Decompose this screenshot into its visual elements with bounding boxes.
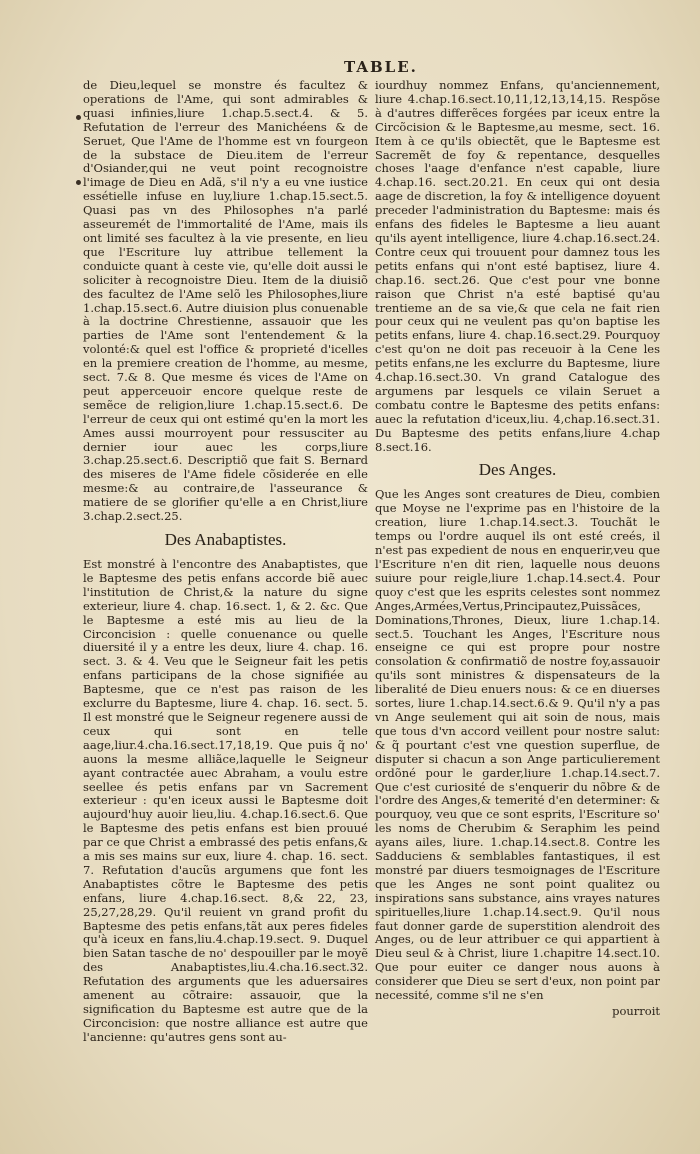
left-entry-anabaptistes: Est monstré à l'encontre des Anabaptistes, que le Baptesme des petis enfans accorde biẽ auec l'institution de Christ,& la nature du signe exterieur, liure 4. chap. 16.sect. 1, & 2. &c. Que le Baptesme a esté mis au lieu de la Circoncision : quelle conuenance ou quelle diuersité il y a entre les deux, liure 4. chap. 16. sect. 3. & 4. Veu que le Seigneur fait les petis enfans participans de la chose signifiée au Baptesme, que ce n'est pas raison de les exclurre du Baptesme, liure 4. chap. 16. sect. 5. Il est monstré que le Seigneur regenere aussi de ceux qui sont en telle aage,liur.4.cha.16.sect.17,18,19. Que puis q̃ no' auons la mesme alliãce,laquelle le Seigneur ayant contractée auec Abraham, a voulu estre seellee és petis enfans par vn Sacrement exterieur : qu'en iceux aussi le Baptesme doit aujourd'huy auoir lieu,liu. 4.chap.16.sect.6. Que le Baptesme des petis enfans est bien prouué par ce que Christ a embrassé des petis enfans,& a mis ses mains sur eux, liure 4. chap. 16. sect. 7. Refutation d'aucũs argumens que font les Anabaptistes cõtre le Baptesme des petis enfans, liure 4.chap.16.sect. 8,& 22, 23, 25,27,28,29. Qu'il reuient vn grand profit du Baptesme des petis enfans,tãt aux peres fideles qu'à iceux en fans,liu.4.chap.19.sect. 9. Duquel bien Satan tasche de no' despouiller par le moyẽ des Anabaptistes,liu.4.cha.16.sect.32. Refutation des arguments que les aduersaires amenent au cõtraire: assauoir, que la signification du Baptesme est autre que de la Circoncision: que nostre alliance est autre que l'ancienne: qu'autres gens sont au- <box>83 557 368 1044</box>
running-title: TABLE. <box>344 58 418 76</box>
right-column <box>375 79 660 1019</box>
right-entry-anabaptistes-cont: iourdhuy nommez Enfans, qu'anciennement, liure 4.chap.16.sect.10,11,12,13,14,15. Respõse à d'autres differẽces forgées par iceux entre la Circõcision & le Baptesme,au mesme, sect. 16. Item à ce qu'ils obiectẽt, que le Baptesme est Sacremẽt de foy & repentance, desquelles choses l'aage d'enfance n'est capable, liure 4.chap.16. sect.20.21. En ceux qui ont desia aage de discretion, la foy & intelligence doyuent preceder l'administration du Baptesme: mais és enfans des fideles le Baptesme a lieu auant qu'ils ayent intelligence, liure 4.chap.16.sect.24. Contre ceux qui trouuent pour damnez tous les petits enfans qui n'ont esté baptisez, liure 4. chap.16. sect.26. Que c'est pour vne bonne raison que Christ n'a esté baptisé qu'au trentieme an de sa vie,& que cela ne fait rien pour ceux qui ne veulent pas qu'on baptise les petits enfans, liure 4. chap.16.sect.29. Pourquoy c'est qu'on ne doit pas receuoir à la Cene les petits enfans,ne les exclurre du Baptesme, liure 4.chap.16.sect.30. Vn grand Catalogue des argumens par lesquels ce vilain Seruet a combatu contre le Baptesme des petits enfans: auec la refutation d'iceux,liu. 4,chap.16.sect.31. Du Baptesme des petits enfans,liure 4.chap 8.sect.16. <box>375 78 660 454</box>
margin-mark <box>76 115 81 120</box>
margin-mark <box>76 180 81 185</box>
heading-anges: Des Anges. <box>478 460 557 480</box>
catchword: pourroit <box>612 1004 660 1018</box>
left-column <box>83 79 368 1045</box>
heading-anabaptistes: Des Anabaptistes. <box>164 530 287 549</box>
left-entry-ame: de Dieu,lequel se monstre és facultez & operations de l'Ame, qui sont admirables & quasi infinies,liure 1.chap.5.sect.4. & 5. Refutation de l'erreur des Manichéens & de Seruet, Que l'Ame de l'homme est vn fourgeon de la substace de Dieu.item de l'erreur d'Osiander,qui ne veut point recognoistre l'image de Dieu en Adã, s'il n'y a eu vne iustice essétielle infuse en luy,liure 1.chap.15.sect.5. Quasi pas vn des Philosophes n'a parlé asseuremét de l'immortalité de l'Ame, mais ils ont limité ses facultez à la vie presente, en lieu que l'Escriture luy attribue tellement la conduicte quant à ceste vie, qu'elle doit aussi le soliciter à recognoistre Dieu. Item de la diuisiõ des facultez de l'Ame selõ les Philosophes,liure 1.chap.15.sect.6. Autre diuision plus conuenable à la doctrine Chrestienne, assauoir que les parties de l'Ame sont l'entendement & la volonté:& quel est l'office & proprieté d'icelles en la premiere creation de l'homme, au mesme, sect. 7.& 8. Que mesme és vices de l'Ame on peut apperceuoir encore quelque reste de semẽce de religion,liure 1.chap.15.sect.6. De l'erreur de ceux qui ont estimé qu'en la mort les Ames aussi mourroyent pour ressusciter au dernier iour auec les corps,liure 3.chap.25.sect.6. Descriptiõ que fait S. Bernard des miseres de l'Ame fidele cõsiderée en elle mesme:& au contraire,de l'asseurance & matiere de se glorifier qu'elle a en Christ,liure 3.chap.2.sect.25. <box>83 78 368 524</box>
right-entry-anges: Que les Anges sont creatures de Dieu, combien que Moyse ne l'exprime pas en l'histoire de la creation, liure 1.chap.14.sect.3. Touchãt le temps ou l'ordre auquel ils ont esté creés, il n'est pas expedient de nous en enquerir,veu que l'Escriture n'en dit rien, laquelle nous deuons suiure pour reigle,liure 1.chap.14.sect.4. Pour quoy c'est que les esprits celestes sont nommez Anges,Armées,Vertus,Principautez,Puissãces, Dominations,Thrones, Dieux, liure 1.chap.14. sect.5. Touchant les Anges, l'Escriture nous enseigne ce qui est propre pour nostre consolation & confirmatiõ de nostre foy,assauoir qu'ils sont ministres & dispensateurs de la liberalité de Dieu enuers nous: & ce en diuerses sortes, liure 1.chap.14.sect.6.& 9. Qu'il n'y a pas vn Ange seulement qui ait soin de nous, mais que tous d'vn accord veillent pour nostre salut: & q̃ pourtant c'est vne question superflue, de disputer si chacun a son Ange particulierement ordõné pour le garder,liure 1.chap.14.sect.7. Que c'est curiosité de s'enquerir du nõbre & de l'ordre des Anges,& temerité d'en determiner: & pourquoy, veu que ce sont esprits, l'Escriture so' les noms de Cherubim & Seraphim les peind ayans ailes, liure. 1.chap.14.sect.8. Contre les Sadduciens & semblables fantastiques, il est monstré par diuers tesmoignages de l'Escriture que les Anges ne sont point qualitez ou inspirations sans substance, ains vrayes natures spirituelles,liure 1.chap.14.sect.9. Qu'il nous faut donner garde de superstition alendroit des Anges, ou de leur attribuer ce qui appartient à Dieu seul & à Christ, liure 1.chapitre 14.sect.10. Que pour euiter ce danger nous auons à considerer que Dieu se sert d'eux, non point par necessité, comme s'il ne s'en <box>375 487 660 1003</box>
